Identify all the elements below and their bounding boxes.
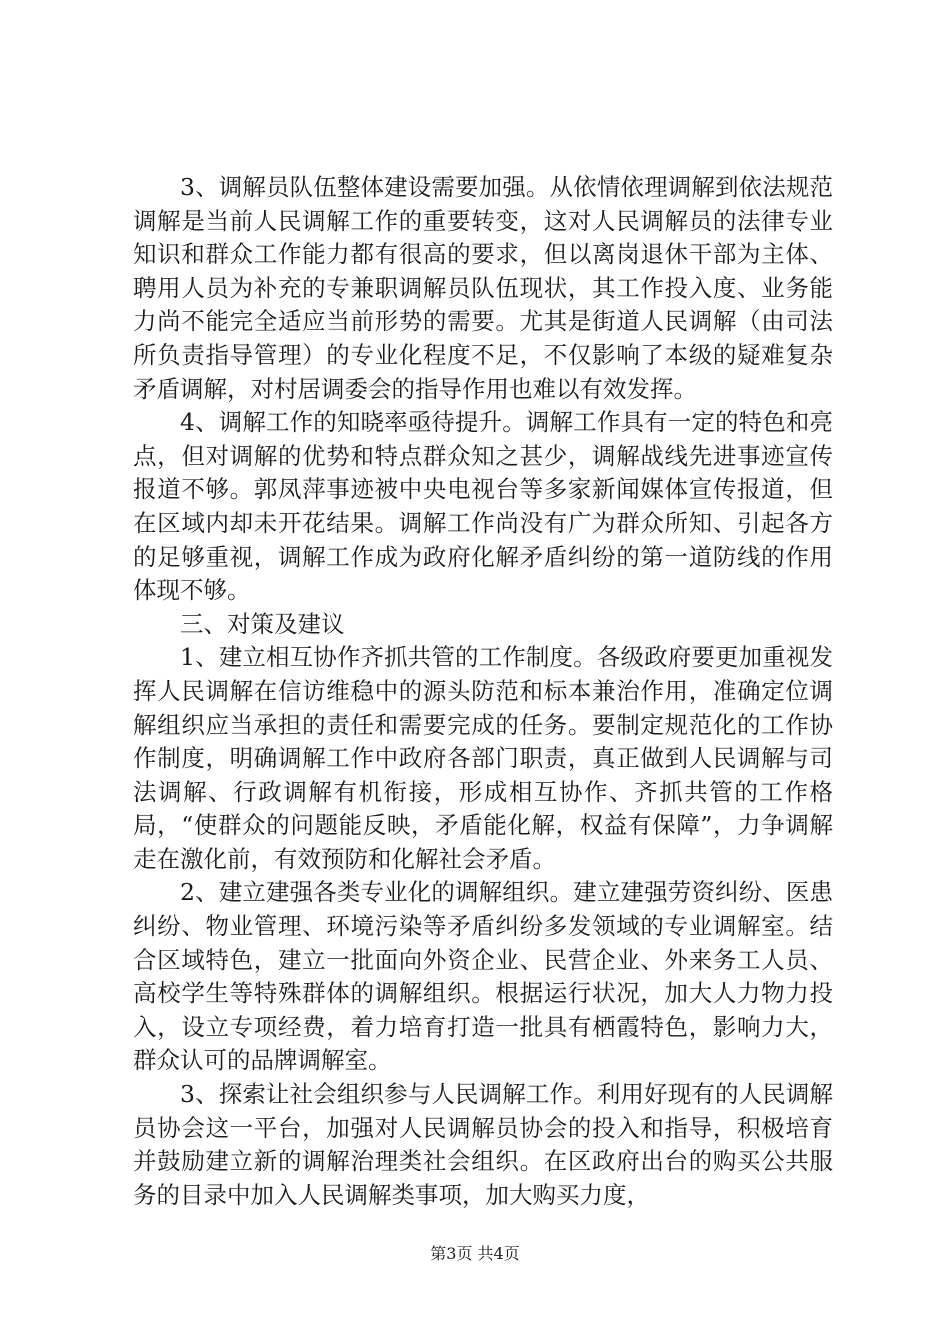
page-number-label: 第3页 共4页 (430, 1244, 520, 1263)
paragraph-awareness: 4、调解工作的知晓率亟待提升。调解工作具有一定的特色和亮点，但对调解的优势和特点群众知之甚少，调解战线先进事迹宣传报道不够。郭凤萍事迹被中央电视台等多家新闻媒体宣传报道，但在区域内却未开花结果。调解工作尚没有广为群众所知、引起各方的足够重视，调解工作成为政府化解矛盾纠纷的第一道防线的作用体现不够。 (133, 408, 833, 605)
page-footer (0, 1244, 950, 1264)
paragraph-professional-organizations: 2、建立建强各类专业化的调解组织。建立建强劳资纠纷、医患纠纷、物业管理、环境污染等矛盾纠纷多发领域的专业调解室。结合区域特色，建立一批面向外资企业、民营企业、外来务工人员、高校学生等特殊群体的调解组织。根据运行状况，加大人力物力投入，设立专项经费，着力培育打造一批具有栖霞特色，影响力大，群众认可的品牌调解室。 (133, 878, 833, 1075)
section-heading: 三、对策及建议 (180, 609, 345, 638)
paragraph-social-organizations: 3、探索让社会组织参与人民调解工作。利用好现有的人民调解员协会这一平台，加强对人民调解员协会的投入和指导，积极培育并鼓励建立新的调解治理类社会组织。在区政府出台的购买公共服务的目录中加入人民调解类事项，加大购买力度， (133, 1080, 833, 1209)
paragraph-cooperation-system: 1、建立相互协作齐抓共管的工作制度。各级政府要更加重视发挥人民调解在信访维稳中的源头防范和标本兼治作用，准确定位调解组织应当承担的责任和需要完成的任务。要制定规范化的工作协作制度，明确调解工作中政府各部门职责，真正做到人民调解与司法调解、行政调解有机衔接，形成相互协作、齐抓共管的工作格局，“使群众的问题能反映，矛盾能化解，权益有保障”，力争调解走在激化前，有效预防和化解社会矛盾。 (133, 643, 833, 873)
paragraph-team-building: 3、调解员队伍整体建设需要加强。从依情依理调解到依法规范调解是当前人民调解工作的重要转变，这对人民调解员的法律专业知识和群众工作能力都有很高的要求，但以离岗退休干部为主体、聘用人员为补充的专兼职调解员队伍现状，其工作投入度、业务能力尚不能完全适应当前形势的需要。尤其是街道人民调解（由司法所负责指导管理）的专业化程度不足，不仅影响了本级的疑难复杂矛盾调解，对村居调委会的指导作用也难以有效发挥。 (133, 173, 833, 403)
document-body (133, 171, 833, 1212)
